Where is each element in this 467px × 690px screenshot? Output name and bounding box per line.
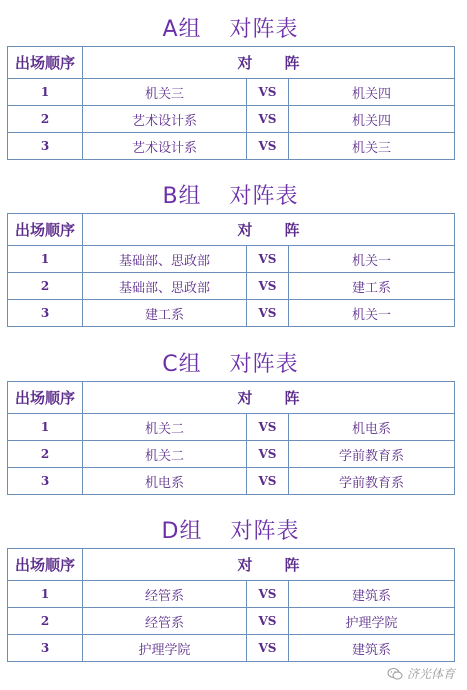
group-name: B组 xyxy=(162,184,202,209)
vs-cell: VS xyxy=(247,79,289,106)
table-header-row xyxy=(8,382,455,414)
team-left: 机关二 xyxy=(83,414,247,441)
schedule-table xyxy=(7,381,455,495)
header-order: 出场顺序 xyxy=(8,214,83,246)
order-cell: 2 xyxy=(8,106,83,133)
team-left: 机关二 xyxy=(83,441,247,468)
schedule-table xyxy=(7,213,455,327)
team-left: 经管系 xyxy=(83,608,247,635)
team-right: 机关一 xyxy=(289,300,455,327)
group-name: A组 xyxy=(162,17,202,42)
table-header-row xyxy=(8,47,455,79)
group-title-text: 对阵表 xyxy=(229,184,299,209)
header-order: 出场顺序 xyxy=(8,549,83,581)
vs-cell: VS xyxy=(247,300,289,327)
order-cell: 1 xyxy=(8,414,83,441)
header-match: 对 阵 xyxy=(83,549,455,581)
order-cell: 3 xyxy=(8,133,83,160)
team-right: 建筑系 xyxy=(289,581,455,608)
team-right: 机关一 xyxy=(289,246,455,273)
group-title-text: 对阵表 xyxy=(229,17,299,42)
vs-cell: VS xyxy=(247,273,289,300)
header-order: 出场顺序 xyxy=(8,382,83,414)
team-right: 机关四 xyxy=(289,79,455,106)
vs-cell: VS xyxy=(247,106,289,133)
order-cell: 1 xyxy=(8,246,83,273)
table-row xyxy=(8,635,455,662)
vs-cell: VS xyxy=(247,608,289,635)
watermark xyxy=(387,665,455,682)
order-cell: 2 xyxy=(8,441,83,468)
group-d xyxy=(7,516,454,662)
table-row xyxy=(8,468,455,495)
table-row xyxy=(8,441,455,468)
team-left: 艺术设计系 xyxy=(83,133,247,160)
group-b xyxy=(7,181,454,327)
table-row xyxy=(8,273,455,300)
order-cell: 1 xyxy=(8,581,83,608)
vs-cell: VS xyxy=(247,133,289,160)
header-match: 对 阵 xyxy=(83,382,455,414)
group-title-text: 对阵表 xyxy=(229,352,299,377)
table-header-row xyxy=(8,214,455,246)
table-row xyxy=(8,79,455,106)
team-right: 机关三 xyxy=(289,133,455,160)
group-title xyxy=(7,181,454,213)
vs-cell: VS xyxy=(247,468,289,495)
order-cell: 3 xyxy=(8,300,83,327)
group-name: D组 xyxy=(161,519,203,544)
vs-cell: VS xyxy=(247,441,289,468)
team-left: 艺术设计系 xyxy=(83,106,247,133)
team-right: 建工系 xyxy=(289,273,455,300)
vs-cell: VS xyxy=(247,581,289,608)
team-left: 机关三 xyxy=(83,79,247,106)
team-right: 护理学院 xyxy=(289,608,455,635)
header-order: 出场顺序 xyxy=(8,47,83,79)
order-cell: 3 xyxy=(8,468,83,495)
team-right: 机电系 xyxy=(289,414,455,441)
order-cell: 1 xyxy=(8,79,83,106)
team-right: 建筑系 xyxy=(289,635,455,662)
group-a xyxy=(7,14,454,160)
table-row xyxy=(8,581,455,608)
wechat-icon xyxy=(387,667,403,681)
table-row xyxy=(8,414,455,441)
team-left: 基础部、思政部 xyxy=(83,273,247,300)
team-right: 学前教育系 xyxy=(289,441,455,468)
team-left: 机电系 xyxy=(83,468,247,495)
group-title xyxy=(7,349,454,381)
table-header-row xyxy=(8,549,455,581)
team-right: 机关四 xyxy=(289,106,455,133)
group-title-text: 对阵表 xyxy=(230,519,300,544)
order-cell: 2 xyxy=(8,273,83,300)
team-left: 经管系 xyxy=(83,581,247,608)
group-title xyxy=(7,14,454,46)
team-left: 建工系 xyxy=(83,300,247,327)
vs-cell: VS xyxy=(247,246,289,273)
table-row xyxy=(8,106,455,133)
order-cell: 3 xyxy=(8,635,83,662)
group-title xyxy=(7,516,454,548)
table-row xyxy=(8,300,455,327)
group-name: C组 xyxy=(162,352,202,377)
team-left: 基础部、思政部 xyxy=(83,246,247,273)
schedule-table xyxy=(7,46,455,160)
order-cell: 2 xyxy=(8,608,83,635)
vs-cell: VS xyxy=(247,635,289,662)
group-c xyxy=(7,349,454,495)
table-row xyxy=(8,133,455,160)
team-right: 学前教育系 xyxy=(289,468,455,495)
watermark-text: 济光体育 xyxy=(406,667,455,681)
vs-cell: VS xyxy=(247,414,289,441)
table-row xyxy=(8,608,455,635)
team-left: 护理学院 xyxy=(83,635,247,662)
table-row xyxy=(8,246,455,273)
header-match: 对 阵 xyxy=(83,214,455,246)
schedule-table xyxy=(7,548,455,662)
header-match: 对 阵 xyxy=(83,47,455,79)
